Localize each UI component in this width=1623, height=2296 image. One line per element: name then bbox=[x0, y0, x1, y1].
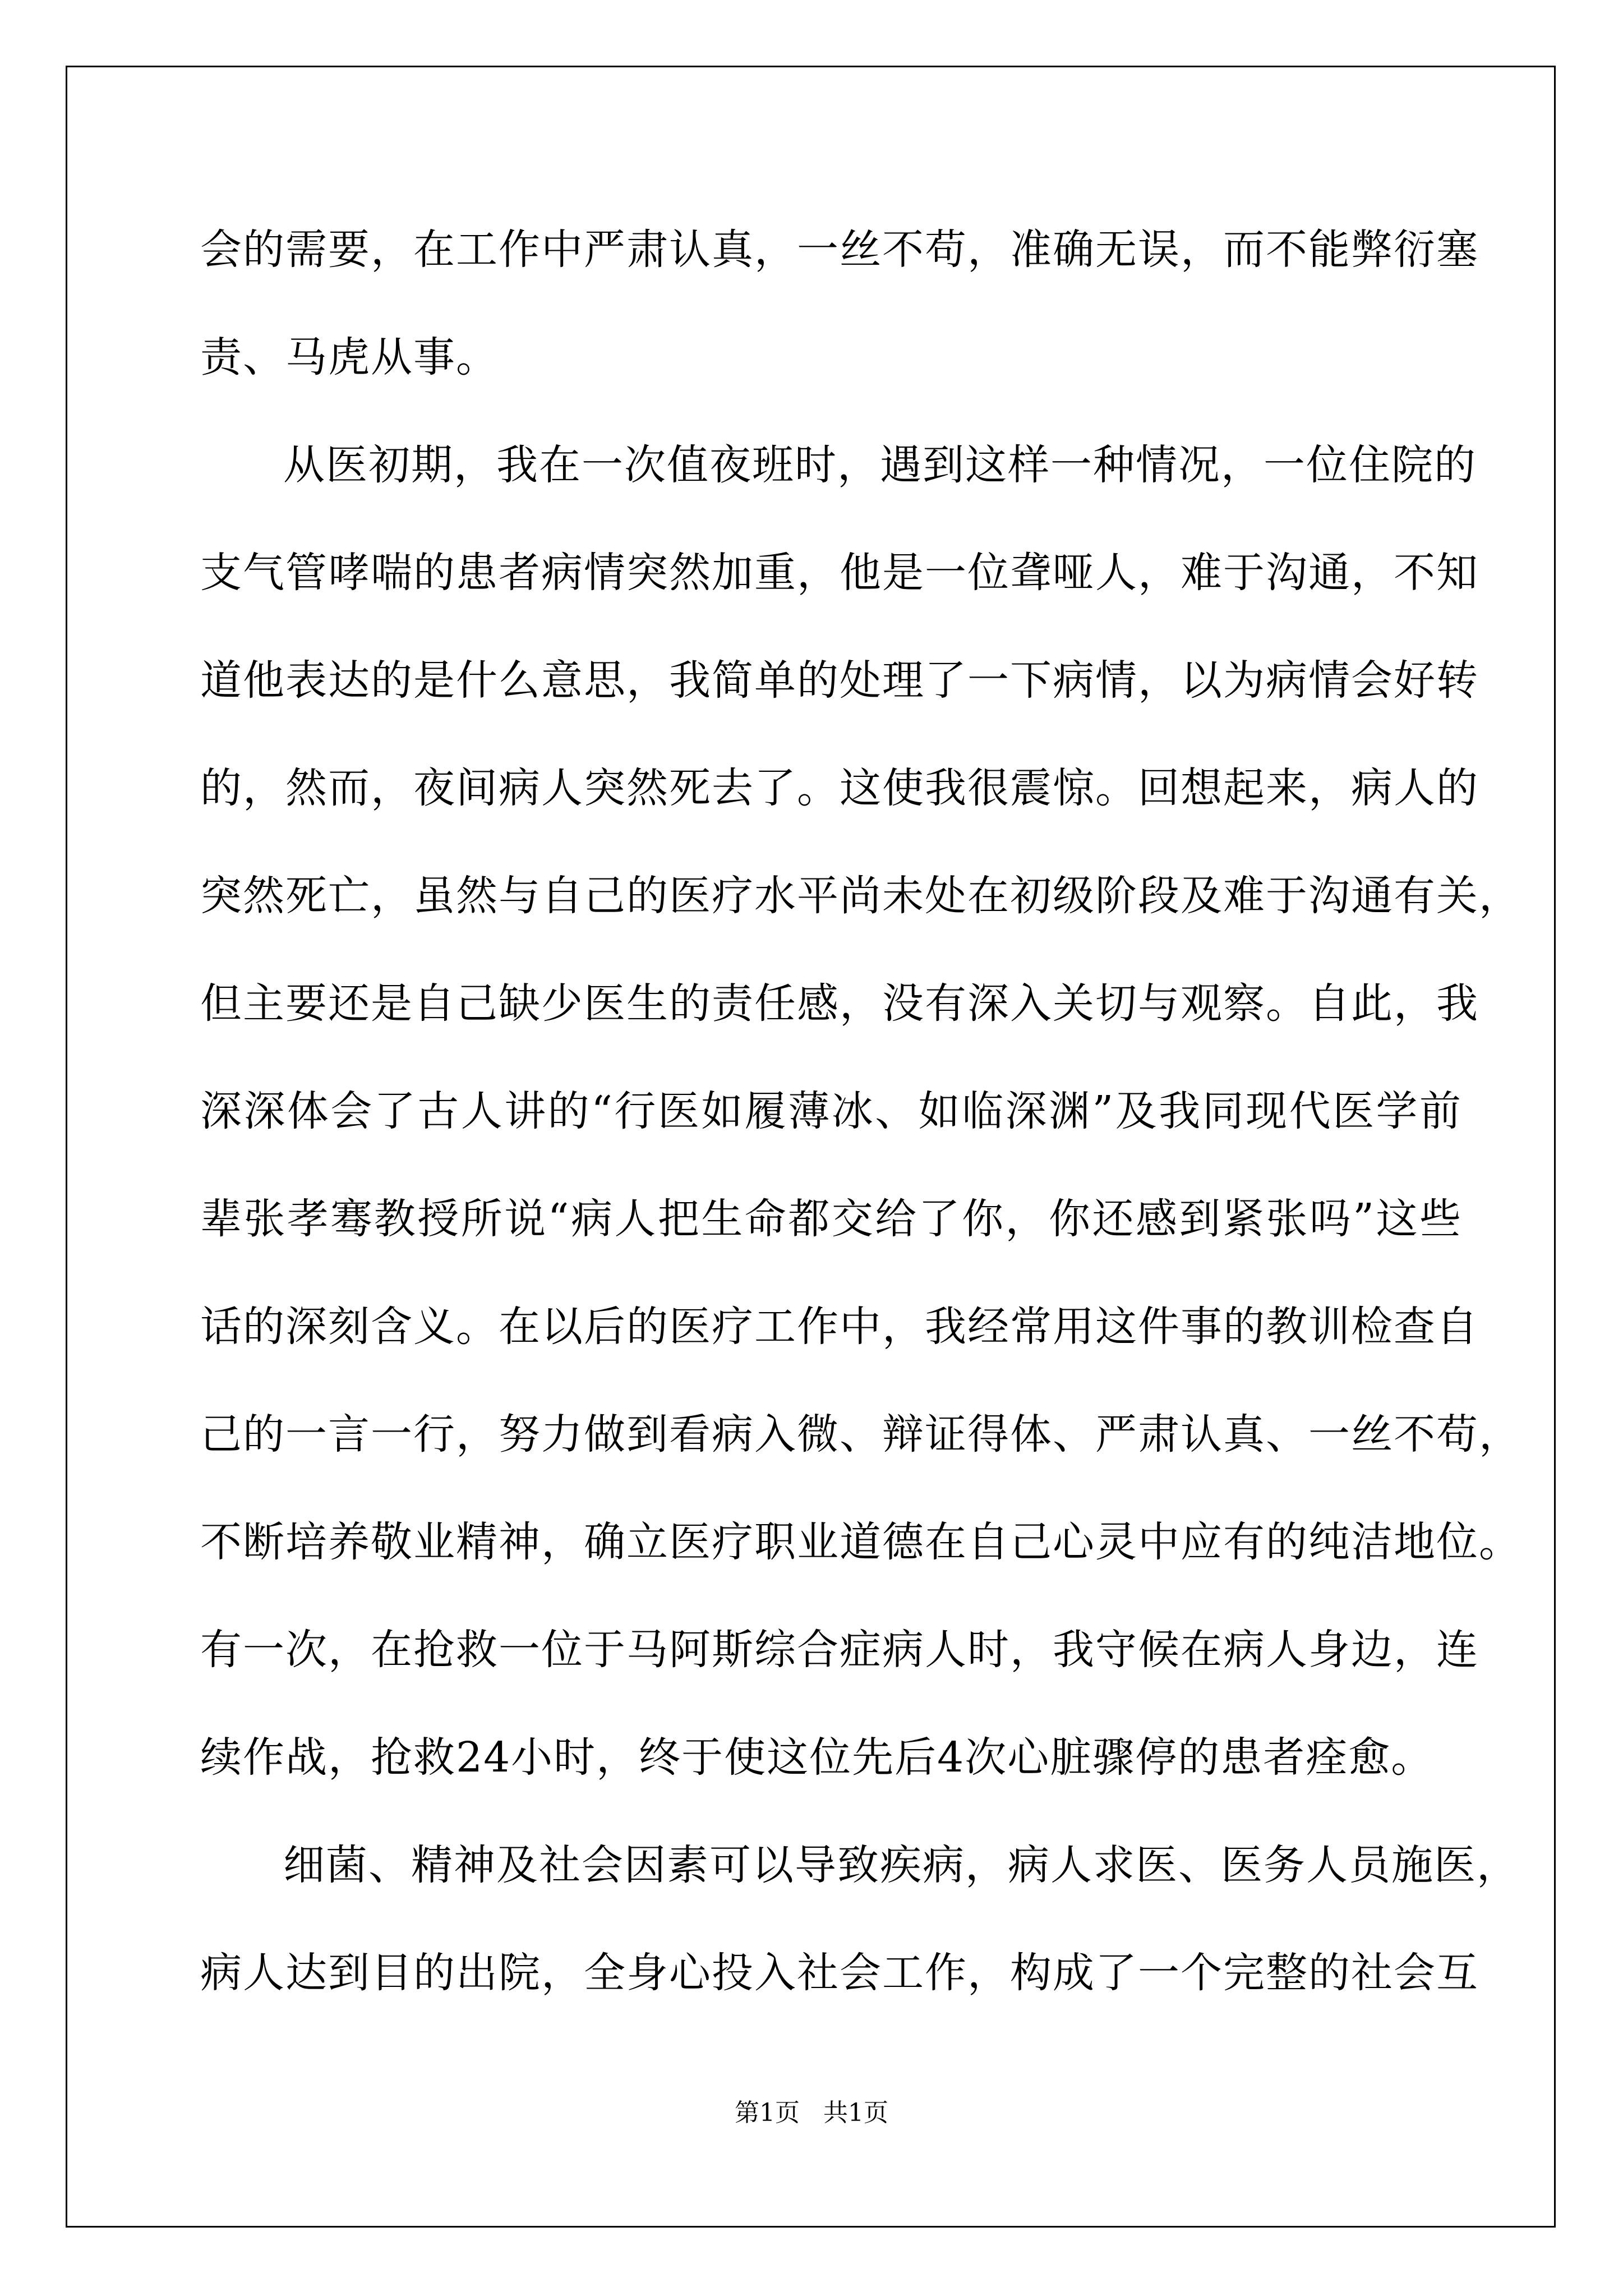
text-line: 责、马虎从事。 bbox=[200, 333, 499, 381]
text-line: 支气管哮喘的患者病情突然加重，他是一位聋哑人，难于沟通，不知 bbox=[200, 549, 1479, 597]
text-line: 道他表达的是什么意思，我简单的处理了一下病情，以为病情会好转 bbox=[200, 656, 1479, 705]
text-line: 会的需要，在工作中严肃认真，一丝不苟，准确无误，而不能弊衍塞 bbox=[200, 226, 1479, 274]
text-line: 续作战，抢救24小时，终于使这位先后4次心脏骤停的患者痊愈。 bbox=[200, 1733, 1434, 1782]
document-body bbox=[200, 219, 1521, 2050]
text-line: 的，然而，夜间病人突然死去了。这使我很震惊。回想起来，病人的 bbox=[200, 764, 1479, 812]
text-line: 不断培养敬业精神，确立医疗职业道德在自己心灵中应有的纯洁地位。 bbox=[200, 1518, 1521, 1566]
text-line: 突然死亡，虽然与自己的医疗水平尚未处在初级阶段及难于沟通有关， bbox=[200, 872, 1521, 920]
text-line: 话的深刻含义。在以后的医疗工作中，我经常用这件事的教训检查自 bbox=[200, 1303, 1479, 1351]
text-line: 深深体会了古人讲的“行医如履薄冰、如临深渊”及我同现代医学前 bbox=[200, 1087, 1462, 1135]
text-line: 有一次，在抢救一位于马阿斯综合症病人时，我守候在病人身边，连 bbox=[200, 1626, 1479, 1674]
text-line: 但主要还是自己缺少医生的责任感，没有深入关切与观察。自此，我 bbox=[200, 979, 1479, 1028]
paragraph-first-line: 从医初期，我在一次值夜班时，遇到这样一种情况，一位住院的 bbox=[283, 441, 1477, 489]
paragraph-first-line: 细菌、精神及社会因素可以导致疾病，病人求医、医务人员施医， bbox=[283, 1841, 1519, 1889]
text-line: 己的一言一行，努力做到看病入微、辩证得体、严肃认真、一丝不苟， bbox=[200, 1410, 1521, 1458]
text-line: 病人达到目的出院，全身心投入社会工作，构成了一个完整的社会互 bbox=[200, 1949, 1479, 1997]
page-number-footer: 第1页 共1页 bbox=[735, 2099, 888, 2127]
text-line: 辈张孝骞教授所说“病人把生命都交给了你，你还感到紧张吗”这些 bbox=[200, 1195, 1462, 1243]
